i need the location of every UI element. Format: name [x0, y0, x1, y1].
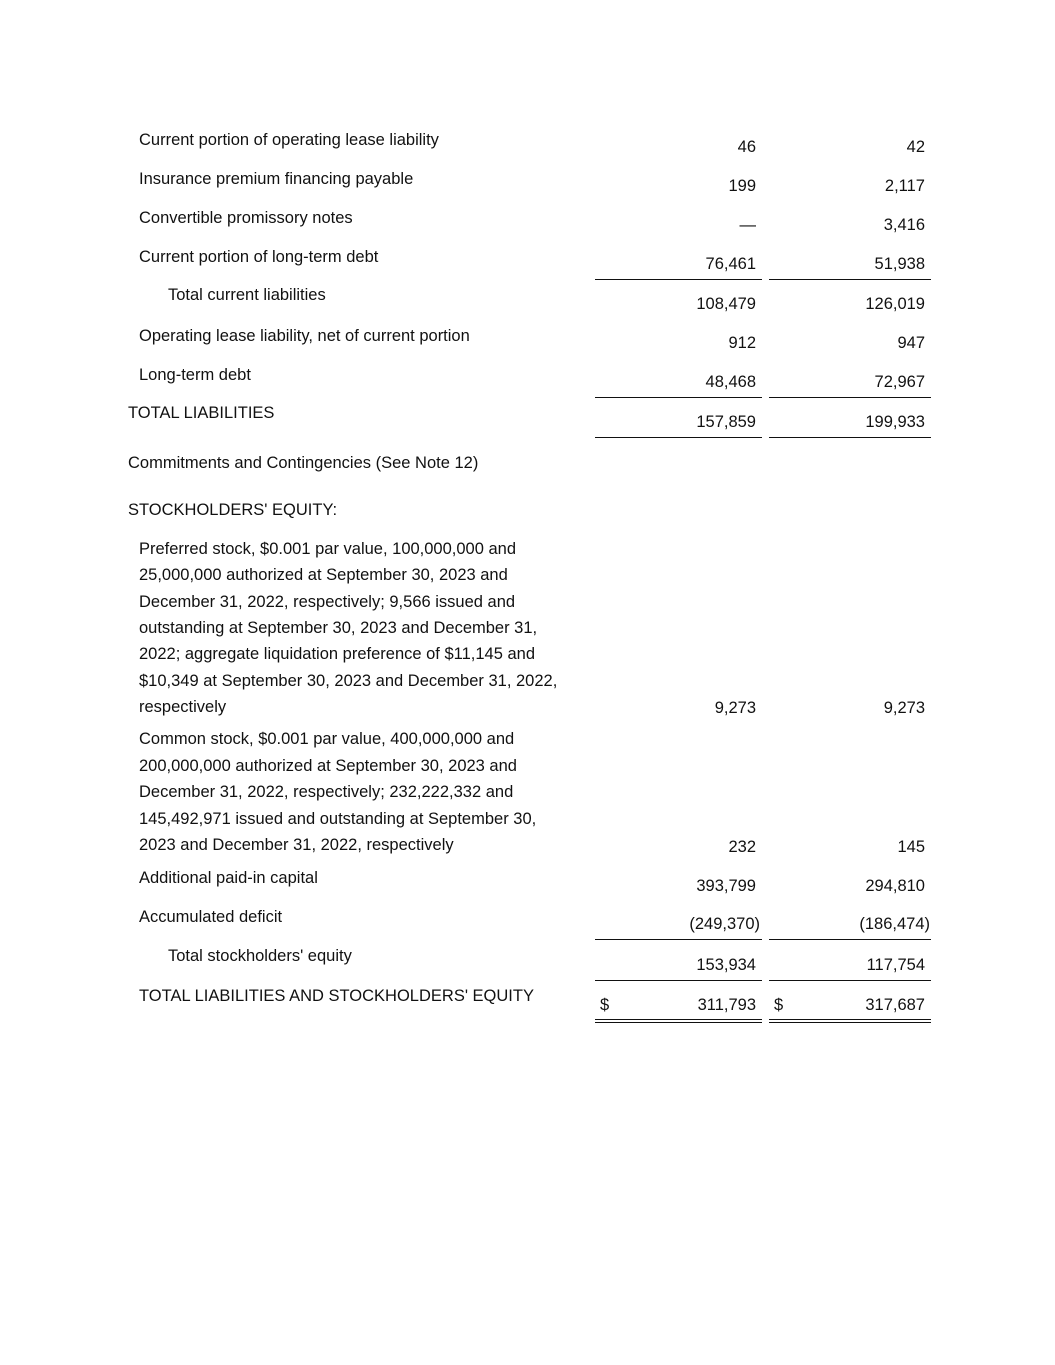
value-2023: 199 [728, 177, 756, 195]
value-2022: 2,117 [884, 177, 925, 195]
grand-total-double-rule [769, 1019, 931, 1023]
value-2022: 126,019 [865, 295, 925, 313]
value-2022: 294,810 [865, 877, 925, 895]
preferred-stock-line: outstanding at September 30, 2023 and December 31, [139, 619, 538, 637]
value-2023: 9,273 [714, 699, 756, 717]
subtotal-rule [769, 939, 931, 940]
subtotal-rule [769, 980, 931, 981]
currency-symbol: $ [774, 996, 784, 1014]
commitments-heading: Commitments and Contingencies (See Note 12) [128, 454, 479, 472]
common-stock-line: Common stock, $0.001 par value, 400,000,000 and [139, 730, 515, 748]
common-stock-line: 2023 and December 31, 2022, respectively [139, 836, 454, 854]
common-stock-line: 145,492,971 issued and outstanding at September 30, [139, 810, 537, 828]
value-2023: — [739, 216, 756, 234]
subtotal-rule [769, 397, 931, 398]
value-2022: 317,687 [865, 996, 925, 1014]
value-2023: 46 [737, 138, 756, 156]
grand-total-double-rule [595, 1019, 762, 1023]
row-label: Convertible promissory notes [139, 209, 353, 227]
preferred-stock-line: December 31, 2022, respectively; 9,566 issued and [139, 593, 516, 611]
row-label: Operating lease liability, net of current portion [139, 327, 470, 345]
row-label: Insurance premium financing payable [139, 170, 414, 188]
currency-symbol: $ [600, 996, 610, 1014]
value-2023: 311,793 [697, 996, 756, 1014]
preferred-stock-line: $10,349 at September 30, 2023 and December 31, 2022, [139, 672, 558, 690]
row-label: Current portion of operating lease liability [139, 131, 439, 149]
row-label: Current portion of long-term debt [139, 248, 379, 266]
preferred-stock-line: Preferred stock, $0.001 par value, 100,000,000 and [139, 540, 517, 558]
preferred-stock-line: respectively [139, 698, 227, 716]
value-2022: 199,933 [865, 413, 925, 431]
value-2023: 76,461 [705, 255, 756, 273]
preferred-stock-line: 2022; aggregate liquidation preference of $11,145 and [139, 645, 536, 663]
value-2023: 153,934 [696, 956, 756, 974]
equity-heading: STOCKHOLDERS' EQUITY: [128, 501, 338, 519]
value-2022: 42 [906, 138, 925, 156]
value-2022: 51,938 [874, 255, 925, 273]
value-2023: 912 [728, 334, 756, 352]
preferred-stock-line: 25,000,000 authorized at September 30, 2023 and [139, 566, 508, 584]
value-2022: 145 [897, 838, 925, 856]
value-2022: 947 [897, 334, 925, 352]
value-2023: 232 [728, 838, 756, 856]
subtotal-rule [595, 939, 762, 940]
row-label: TOTAL LIABILITIES [128, 404, 275, 422]
row-label: Accumulated deficit [139, 908, 283, 926]
value-2023: 393,799 [696, 877, 756, 895]
subtotal-rule [595, 980, 762, 981]
subtotal-rule [595, 279, 762, 280]
value-2023: 157,859 [696, 413, 756, 431]
row-label: TOTAL LIABILITIES AND STOCKHOLDERS' EQUITY [139, 987, 534, 1005]
common-stock-line: 200,000,000 authorized at September 30, 2023 and [139, 757, 517, 775]
subtotal-rule [595, 397, 762, 398]
row-label: Long-term debt [139, 366, 251, 384]
common-stock-line: December 31, 2022, respectively; 232,222,332 and [139, 783, 514, 801]
value-2022: (186,474) [859, 915, 930, 933]
value-2023: 48,468 [705, 373, 756, 391]
value-2022: 72,967 [874, 373, 925, 391]
value-2022: 9,273 [883, 699, 925, 717]
total-rule [595, 437, 762, 438]
value-2022: 3,416 [883, 216, 925, 234]
row-label: Additional paid-in capital [139, 869, 318, 887]
row-label: Total stockholders' equity [168, 947, 352, 965]
value-2022: 117,754 [866, 956, 925, 974]
subtotal-rule [769, 279, 931, 280]
value-2023: 108,479 [696, 295, 756, 313]
row-label: Total current liabilities [168, 286, 326, 304]
value-2023: (249,370) [689, 915, 760, 933]
total-rule [769, 437, 931, 438]
